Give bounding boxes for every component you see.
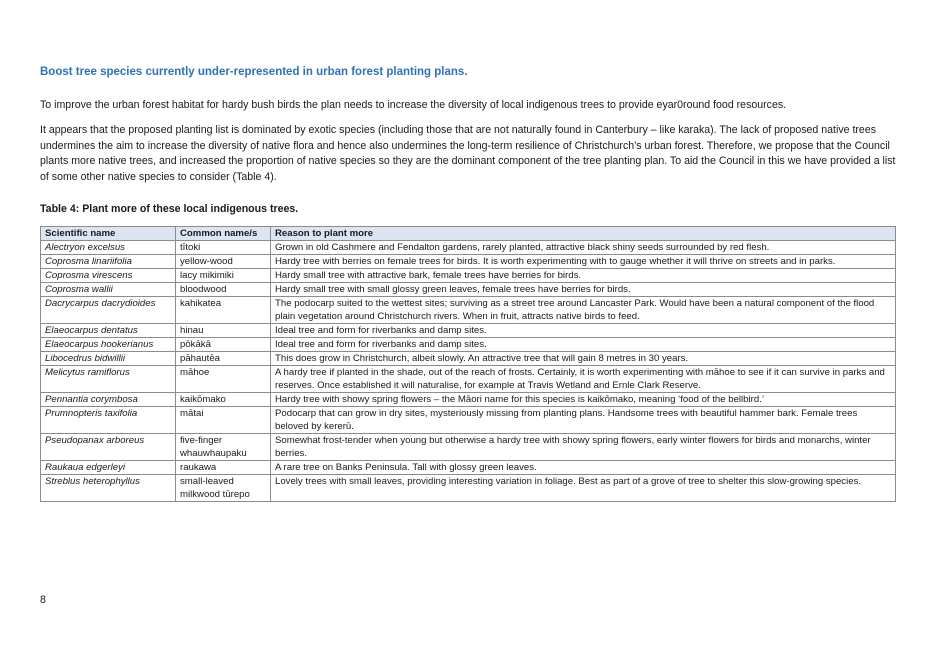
table-row (41, 324, 896, 338)
page-number: 8 (40, 594, 46, 606)
common-name-cell: bloodwood (176, 283, 271, 297)
table-row (41, 475, 896, 502)
reason-cell: Hardy tree with showy spring flowers – the Māori name for this species is kaikōmako, meaning ‘food of the bellbird.’ (271, 393, 896, 407)
table-row (41, 352, 896, 366)
reason-cell: This does grow in Christchurch, albeit slowly. An attractive tree that will gain 8 metres in 30 years. (271, 352, 896, 366)
section-heading: Boost tree species currently under-represented in urban forest planting plans. (40, 66, 468, 78)
reason-cell: Ideal tree and form for riverbanks and damp sites. (271, 338, 896, 352)
common-name-cell: mātai (176, 407, 271, 434)
scientific-name-cell: Dacrycarpus dacrydioides (41, 297, 176, 324)
reason-cell: The podocarp suited to the wettest sites; surviving as a street tree around Lancaster Park. Would have been a natural component of the flood plain vegetation around Christchurch rivers. When in fruit, attracts native birds to feed. (271, 297, 896, 324)
reason-cell: Somewhat frost-tender when young but otherwise a hardy tree with showy spring flowers, early winter flowers for birds and monarchs, winter berries. (271, 434, 896, 461)
scientific-name-cell: Alectryon excelsus (41, 241, 176, 255)
scientific-name-cell: Coprosma wallii (41, 283, 176, 297)
header-common-name: Common name/s (176, 227, 271, 241)
table-row (41, 297, 896, 324)
scientific-name-cell: Raukaua edgerleyi (41, 461, 176, 475)
common-name-cell: small-leaved milkwood tūrepo (176, 475, 271, 502)
species-table (40, 226, 896, 502)
table-row (41, 393, 896, 407)
reason-cell: A rare tree on Banks Peninsula. Tall with glossy green leaves. (271, 461, 896, 475)
common-name-cell: tītoki (176, 241, 271, 255)
reason-cell: Hardy small tree with small glossy green leaves, female trees have berries for birds. (271, 283, 896, 297)
table-body (41, 241, 896, 502)
body-paragraph: It appears that the proposed planting list is dominated by exotic species (including those that are not naturally found in Canterbury – like karaka). The lack of proposed native trees undermines the aim to increase the diversity of native flora and hence also undermines the long-term resilience of Christchurch’s urban forest. Therefore, we propose that the Council plants more native trees, and increased the proportion of native species so they are the dominant component of the tree planting plan. To aid the Council in this we have provided a list of some other native species to consider (Table 4). (40, 124, 896, 183)
common-name-cell: yellow-wood (176, 255, 271, 269)
scientific-name-cell: Pennantia corymbosa (41, 393, 176, 407)
common-name-cell: hinau (176, 324, 271, 338)
reason-cell: Hardy small tree with attractive bark, female trees have berries for birds. (271, 269, 896, 283)
table-row (41, 407, 896, 434)
intro-paragraph: To improve the urban forest habitat for hardy bush birds the plan needs to increase the diversity of local indigenous trees to provide eyar0round food resources. (40, 99, 787, 111)
scientific-name-cell: Pseudopanax arboreus (41, 434, 176, 461)
common-name-cell: pōkākā (176, 338, 271, 352)
scientific-name-cell: Libocedrus bidwillii (41, 352, 176, 366)
header-reason: Reason to plant more (271, 227, 896, 241)
common-name-cell: raukawa (176, 461, 271, 475)
header-scientific-name: Scientific name (41, 227, 176, 241)
reason-cell: Lovely trees with small leaves, providing interesting variation in foliage. Best as part of a grove of tree to shelter this slow-growing species. (271, 475, 896, 502)
scientific-name-cell: Streblus heterophyllus (41, 475, 176, 502)
table-row (41, 434, 896, 461)
table-row (41, 338, 896, 352)
common-name-cell: māhoe (176, 366, 271, 393)
table-row (41, 461, 896, 475)
common-name-cell: five-finger whauwhaupaku (176, 434, 271, 461)
table-header-row (41, 227, 896, 241)
reason-cell: Ideal tree and form for riverbanks and damp sites. (271, 324, 896, 338)
common-name-cell: kaikōmako (176, 393, 271, 407)
reason-cell: Podocarp that can grow in dry sites, mysteriously missing from planting plans. Handsome trees with beautiful hammer bark. Female trees beloved by kererū. (271, 407, 896, 434)
scientific-name-cell: Melicytus ramiflorus (41, 366, 176, 393)
reason-cell: Hardy tree with berries on female trees for birds. It is worth experimenting with to gauge whether it will thrive on streets and in parks. (271, 255, 896, 269)
table-caption: Table 4: Plant more of these local indigenous trees. (40, 203, 299, 215)
table-row (41, 366, 896, 393)
common-name-cell: pāhautēa (176, 352, 271, 366)
scientific-name-cell: Coprosma linariifolia (41, 255, 176, 269)
common-name-cell: kahikatea (176, 297, 271, 324)
common-name-cell: lacy mikimiki (176, 269, 271, 283)
scientific-name-cell: Elaeocarpus dentatus (41, 324, 176, 338)
table-row (41, 283, 896, 297)
scientific-name-cell: Prumnopteris taxifolia (41, 407, 176, 434)
table-row (41, 255, 896, 269)
scientific-name-cell: Coprosma virescens (41, 269, 176, 283)
table-row (41, 269, 896, 283)
scientific-name-cell: Elaeocarpus hookerianus (41, 338, 176, 352)
table-row (41, 241, 896, 255)
reason-cell: Grown in old Cashmere and Fendalton gardens, rarely planted, attractive black shiny seeds surrounded by red flesh. (271, 241, 896, 255)
reason-cell: A hardy tree if planted in the shade, out of the reach of frosts. Certainly, it is worth experimenting with māhoe to see if it can survive in parks and reserves. Once established it will naturalise, for example at Travis Wetland and Ernle Clark Reserve. (271, 366, 896, 393)
